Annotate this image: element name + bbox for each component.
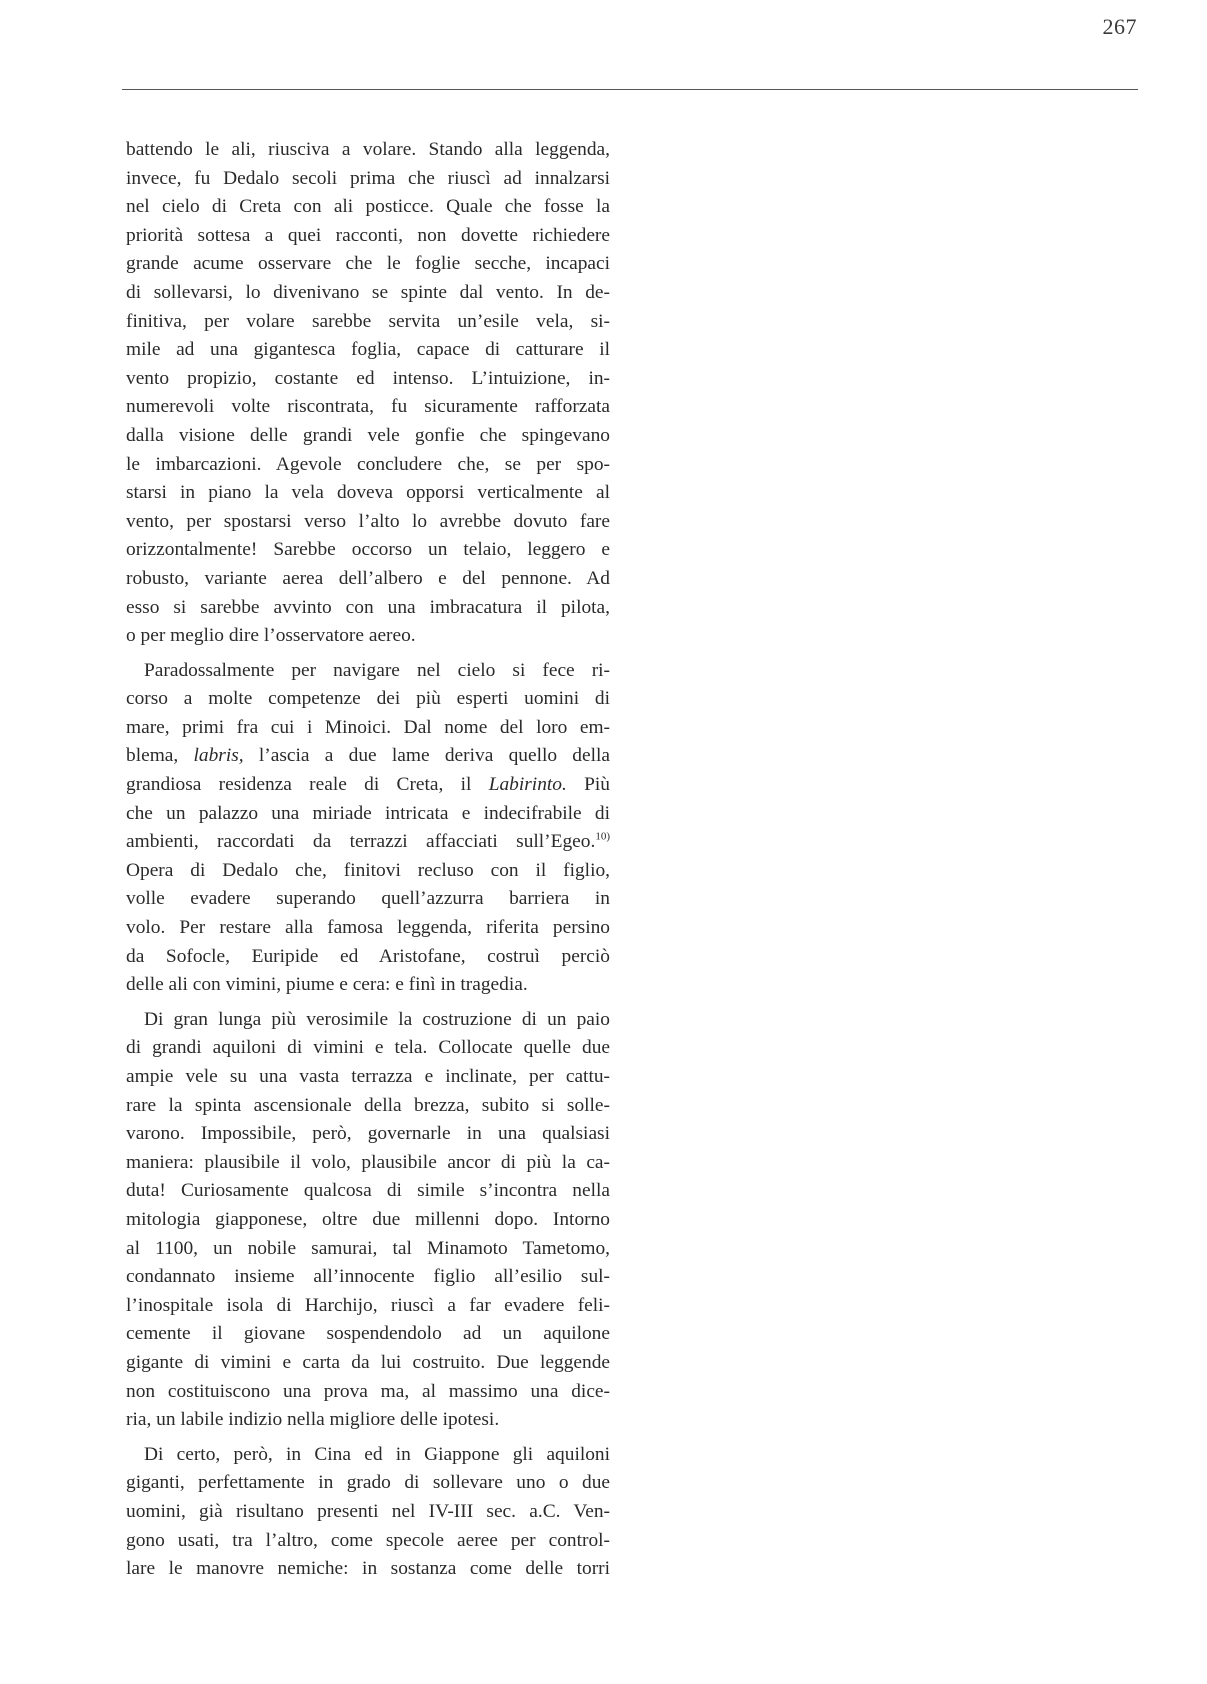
text-line: mare, primi fra cui i Minoici. Dal nome del loro em-: [126, 716, 610, 738]
text-line: Opera di Dedalo che, finitovi recluso con il figlio,: [126, 859, 610, 881]
paragraph: [126, 657, 610, 1000]
text-line: lare le manovre nemiche: in sostanza come delle torri: [126, 1558, 610, 1580]
header-rule: [122, 89, 1138, 90]
text-line: volo. Per restare alla famosa leggenda, riferita persino: [126, 917, 610, 939]
text-line: Di certo, però, in Cina ed in Giappone gli aquiloni: [144, 1443, 610, 1465]
paragraph: [126, 1441, 610, 1584]
text-line: grandiosa residenza reale di Creta, il Labirinto. Più: [126, 774, 610, 796]
text-line: ria, un labile indizio nella migliore delle ipotesi.: [126, 1409, 500, 1431]
text-line: grande acume osservare che le foglie secche, incapaci: [126, 253, 610, 275]
page-number: 267: [1102, 14, 1137, 39]
text-line: mile ad una gigantesca foglia, capace di catturare il: [126, 339, 610, 361]
text-line: blema, labris, l’ascia a due lame deriva quello della: [126, 745, 610, 767]
text-line: invece, fu Dedalo secoli prima che riuscì ad innalzarsi: [126, 167, 610, 189]
text-line: ambienti, raccordati da terrazzi affacciati sull’Egeo.$^{10)}$: [126, 830, 610, 853]
text-line: al 1100, un nobile samurai, tal Minamoto Tametomo,: [126, 1237, 610, 1259]
text-line: di sollevarsi, lo divenivano se spinte dal vento. In de-: [126, 281, 610, 303]
text-line: numerevoli volte riscontrata, fu sicuramente rafforzata: [126, 396, 610, 418]
paragraph: [126, 136, 610, 651]
text-line: nel cielo di Creta con ali posticce. Quale che fosse la: [126, 196, 610, 218]
text-line: finitiva, per volare sarebbe servita un’esile vela, si-: [126, 310, 610, 332]
text-line: uomini, già risultano presenti nel IV-III sec. a.C. Ven-: [126, 1500, 610, 1522]
text-line: duta! Curiosamente qualcosa di simile s’incontra nella: [126, 1180, 610, 1202]
text-line: robusto, variante aerea dell’albero e del pennone. Ad: [126, 567, 610, 589]
text-line: le imbarcazioni. Agevole concludere che, se per spo-: [126, 453, 610, 475]
text-line: giganti, perfettamente in grado di sollevare uno o due: [126, 1472, 610, 1494]
text-line: battendo le ali, riusciva a volare. Stando alla leggenda,: [126, 139, 610, 160]
text-line: orizzontalmente! Sarebbe occorso un telaio, leggero e: [126, 539, 610, 561]
text-line: mitologia giapponese, oltre due millenni dopo. Intorno: [126, 1208, 610, 1230]
text-line: esso si sarebbe avvinto con una imbracatura il pilota,: [126, 596, 610, 618]
paragraph: [126, 1006, 610, 1435]
text-line: condannato insieme all’innocente figlio all’esilio sul-: [126, 1266, 610, 1288]
text-column: [126, 136, 610, 1584]
text-line: di grandi aquiloni di vimini e tela. Collocate quelle due: [126, 1037, 610, 1059]
text-line: delle ali con vimini, piume e cera: e finì in tragedia.: [126, 974, 528, 996]
text-line: o per meglio dire l’osservatore aereo.: [126, 625, 416, 647]
text-line: cemente il giovane sospendendolo ad un aquilone: [126, 1323, 610, 1345]
text-line: rare la spinta ascensionale della brezza, subito si solle-: [126, 1094, 610, 1116]
text-line: dalla visione delle grandi vele gonfie che spingevano: [126, 424, 610, 446]
text-line: gigante di vimini e carta da lui costruito. Due leggende: [126, 1351, 610, 1373]
text-line: ampie vele su una vasta terrazza e inclinate, per cattu-: [126, 1066, 610, 1087]
text-line: corso a molte competenze dei più esperti uomini di: [126, 688, 610, 710]
text-line: volle evadere superando quell’azzurra barriera in: [126, 888, 610, 910]
text-line: vento, per spostarsi verso l’alto lo avrebbe dovuto fare: [126, 510, 610, 532]
text-line: da Sofocle, Euripide ed Aristofane, costruì perciò: [126, 945, 610, 967]
text-line: non costituiscono una prova ma, al massimo una dice-: [126, 1380, 610, 1402]
text-line: Di gran lunga più verosimile la costruzione di un paio: [144, 1008, 610, 1030]
text-line: che un palazzo una miriade intricata e indecifrabile di: [126, 802, 610, 824]
text-line: vento propizio, costante ed intenso. L’intuizione, in-: [126, 367, 610, 389]
text-line: gono usati, tra l’altro, come specole aeree per control-: [126, 1529, 610, 1551]
text-line: Paradossalmente per navigare nel cielo si fece ri-: [144, 659, 610, 681]
text-line: maniera: plausibile il volo, plausibile ancor di più la ca-: [126, 1151, 610, 1173]
text-line: priorità sottesa a quei racconti, non dovette richiedere: [126, 224, 610, 246]
text-line: starsi in piano la vela doveva opporsi verticalmente al: [126, 482, 610, 504]
text-line: varono. Impossibile, però, governarle in una qualsiasi: [126, 1123, 610, 1145]
text-line: l’inospitale isola di Harchijo, riuscì a far evadere feli-: [126, 1294, 610, 1316]
